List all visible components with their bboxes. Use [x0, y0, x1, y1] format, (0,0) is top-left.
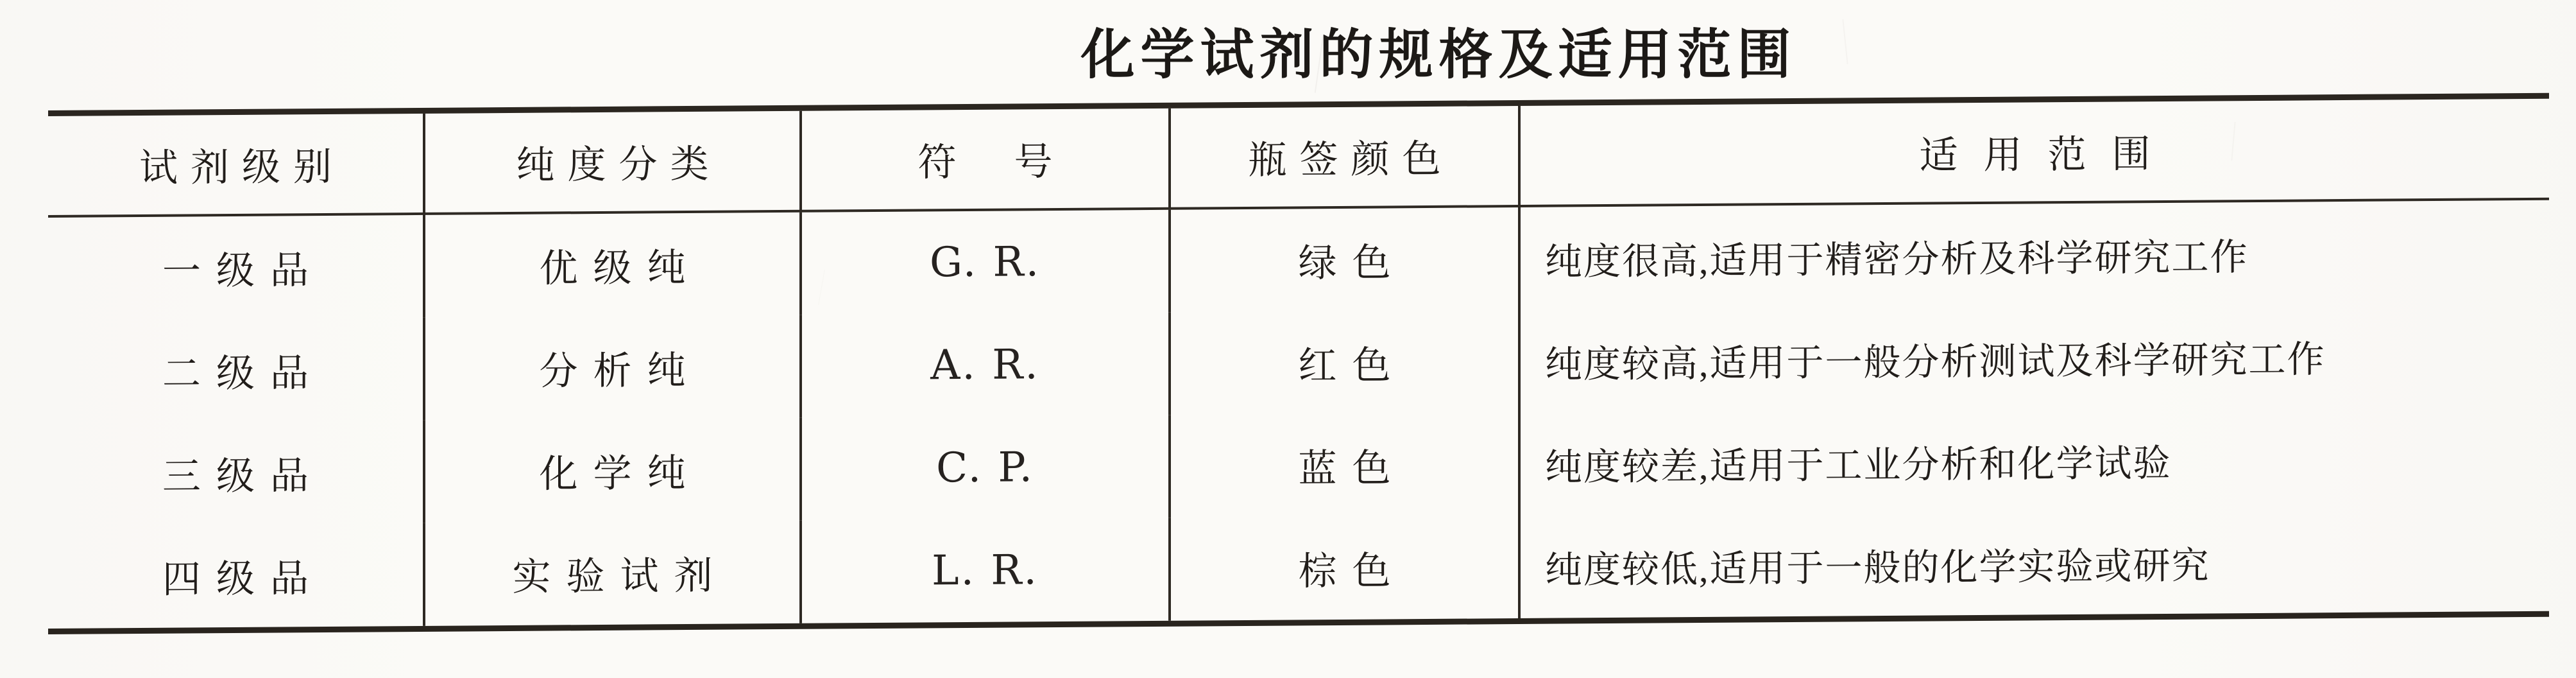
cell-symbol: C. P.: [802, 415, 1171, 521]
cell-purity: 分析纯: [425, 315, 802, 421]
column-header-reagent-grade: 试剂级别: [48, 114, 425, 218]
cell-purity: 优级纯: [425, 213, 802, 318]
table-grid: [48, 93, 2549, 634]
cell-applicable-scope: 纯度很高,适用于精密分析及科学研究工作: [1545, 236, 2249, 283]
cell-grade: 三级品: [48, 421, 425, 526]
cell-bottle-label-color: 蓝色: [1171, 413, 1521, 518]
cell-symbol: A. R.: [802, 313, 1171, 418]
cell-grade: 一级品: [48, 215, 425, 320]
cell-bottle-label-color: 红色: [1171, 310, 1521, 415]
reagent-spec-table: [48, 93, 2549, 634]
cell-grade: 二级品: [48, 318, 425, 423]
cell-symbol: L. R.: [802, 518, 1171, 623]
cell-applicable-scope: 纯度较高,适用于一般分析测试及科学研究工作: [1545, 338, 2326, 386]
scan-artifact-streak: [1842, 19, 1848, 64]
cell-grade: 四级品: [48, 523, 425, 629]
column-header-purity-class: 纯度分类: [425, 111, 802, 215]
cell-applicable-scope: 纯度较差,适用于工业分析和化学试验: [1545, 442, 2172, 489]
column-header-bottle-label-color: 瓶签颜色: [1171, 106, 1521, 210]
cell-bottle-label-color: 绿色: [1171, 207, 1521, 313]
cell-purity: 实验试剂: [425, 521, 802, 626]
column-header-symbol: 符号: [802, 109, 1171, 213]
page-title: 化学试剂的规格及适用范围: [1080, 26, 1797, 85]
cell-applicable-scope: 纯度较低,适用于一般的化学实验或研究: [1545, 544, 2210, 591]
column-header-applicable-scope: 适用范围: [1521, 99, 2549, 207]
cell-purity: 化学纯: [425, 418, 802, 523]
cell-bottle-label-color: 棕色: [1171, 516, 1521, 621]
cell-symbol: G. R.: [802, 210, 1171, 315]
